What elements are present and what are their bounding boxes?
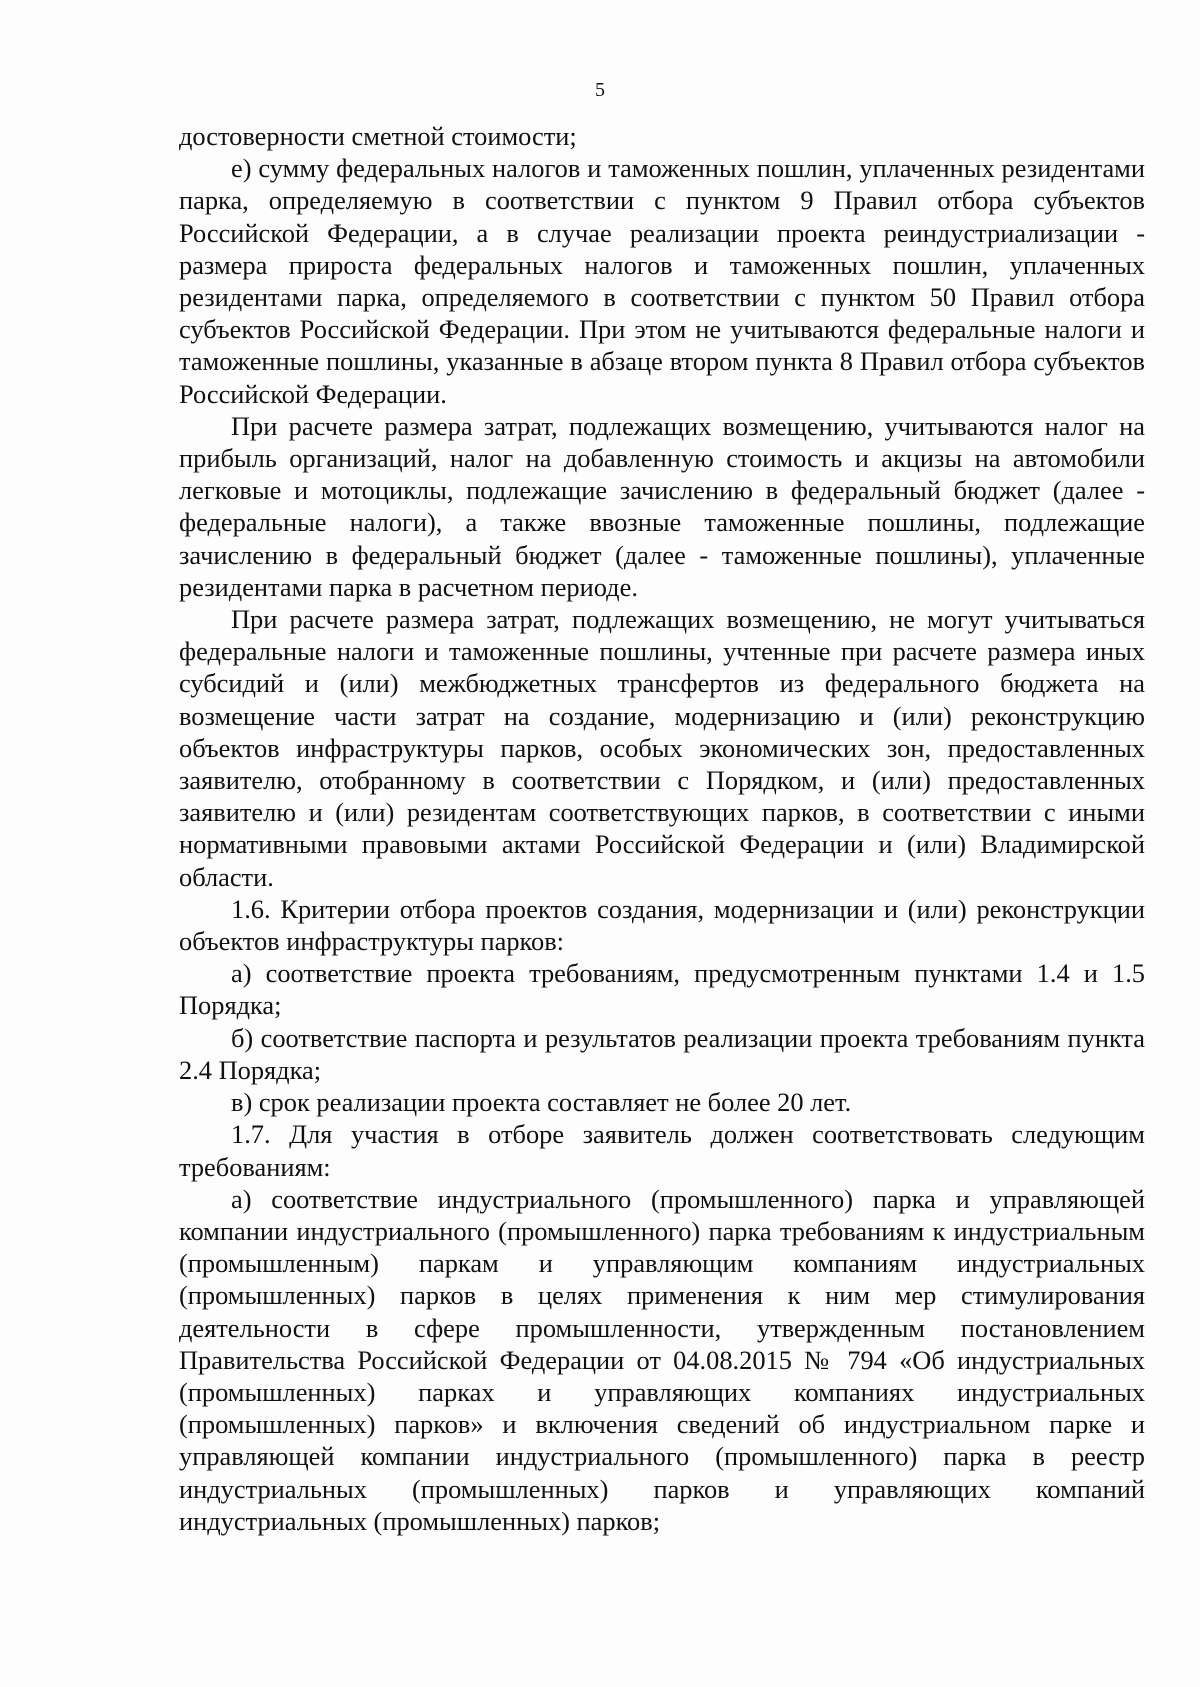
paragraph-continuation: достоверности сметной стоимости; (179, 121, 577, 151)
paragraph-item-e: е) сумму федеральных налогов и таможенных пошлин, уплаченных резидентами парка, определяемую в соответствии с пунктом 9 Правил отбора субъектов Российской Федерации, а в случае реализации проекта реиндустриализации - размера прироста федеральных налогов и таможенных пошлин, уплаченных резидентами парка, определяемого в соответствии с пунктом 50 Правил отбора субъектов Российской Федерации. При этом не учитываются федеральные налоги и таможенные пошлины, указанные в абзаце втором пункта 8 Правил отбора субъектов Российской Федерации. (179, 153, 1145, 409)
paragraph-section-1-6: 1.6. Критерии отбора проектов создания, модернизации и (или) реконструкции объектов инфраструктуры парков: (179, 893, 1145, 957)
page-number: 5 (595, 79, 605, 101)
paragraph-taxes-excluded: При расчете размера затрат, подлежащих возмещению, не могут учитываться федеральные налоги и таможенные пошлины, учтенные при расчете размера иных субсидий и (или) межбюджетных трансфертов из федерального бюджета на возмещение части затрат на создание, модернизацию и (или) реконструкцию объектов инфраструктуры парков, особых экономических зон, предоставленных заявителю, отобранному в соответствии с Порядком, и (или) предоставленных заявителю и (или) резидентам соответствующих парков, в соответствии с иными нормативными правовыми актами Российской Федерации и (или) Владимирской области. (179, 604, 1145, 892)
paragraph-criterion-b: б) соответствие паспорта и результатов реализации проекта требованиям пункта 2.4 Порядка; (179, 1022, 1145, 1085)
paragraph-criterion-a: а) соответствие проекта требованиям, предусмотренным пунктами 1.4 и 1.5 Порядка; (179, 958, 1145, 1021)
paragraph-section-1-7: 1.7. Для участия в отборе заявитель должен соответствовать следующим требованиям: (179, 1119, 1145, 1182)
document-body (179, 120, 1145, 1537)
paragraph-taxes-included: При расчете размера затрат, подлежащих возмещению, учитываются налог на прибыль организаций, налог на добавленную стоимость и акцизы на автомобили легковые и мотоциклы, подлежащие зачислению в федеральный бюджет (далее - федеральные налоги), а также ввозные таможенные пошлины, подлежащие зачислению в федеральный бюджет (далее - таможенные пошлины), уплаченные резидентами парка в расчетном периоде. (179, 410, 1145, 602)
paragraph-criterion-v: в) срок реализации проекта составляет не более 20 лет. (231, 1087, 852, 1118)
paragraph-requirement-a: а) соответствие индустриального (промышленного) парка и управляющей компании индустриального (промышленного) парка требованиям к индустриальным (промышленным) паркам и управляющим компаниям индустриальных (промышленных) парков в целях применения к ним мер стимулирования деятельности в сфере промышленности, утвержденным постановлением Правительства Российской Федерации от 04.08.2015 № 794 «Об индустриальных (промышленных) парках и управляющих компаниях индустриальных (промышленных) парков» и включения сведений об индустриальном парке и управляющей компании индустриального (промышленного) парка в реестр индустриальных (промышленных) парков и управляющих компаний индустриальных (промышленных) парков; (179, 1183, 1145, 1536)
